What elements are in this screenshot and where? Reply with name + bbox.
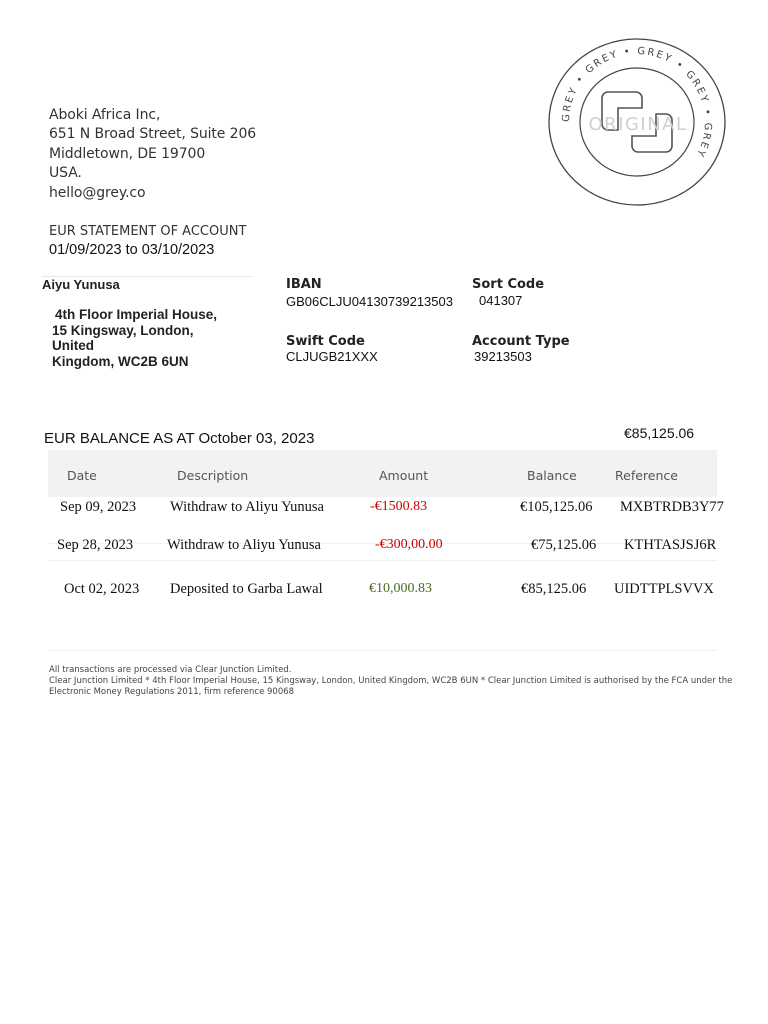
row-date: Sep 28, 2023 [57, 537, 134, 553]
footer-line: Clear Junction Limited * 4th Floor Imperial House, 15 Kingsway, London, United Kingdom, WC2B 6UN * Clear Junction Limited is authorised by the FCA under the [49, 676, 733, 686]
swift-value: CLJUGB21XXX [286, 349, 378, 364]
stamp-watermark: ORIGINAL [588, 114, 688, 135]
row-divider [48, 650, 717, 651]
iban-label: IBAN [286, 277, 322, 292]
row-reference: KTHTASJSJ6R [624, 537, 717, 553]
stamp-ring-text: GREY • GREY • GREY • GREY • GREY [560, 45, 714, 160]
company-city: Middletown, DE 19700 [49, 146, 206, 162]
statement-title: EUR STATEMENT OF ACCOUNT [49, 224, 247, 239]
row-reference: MXBTRDB3Y77 [620, 499, 724, 515]
footer-line: Electronic Money Regulations 2011, firm reference 90068 [49, 687, 295, 697]
sort-code-value: 041307 [479, 293, 523, 308]
col-balance-header: Balance [527, 468, 577, 483]
company-email: hello@grey.co [49, 185, 146, 201]
account-type-value: 39213503 [474, 349, 532, 364]
company-street: 651 N Broad Street, Suite 206 [49, 126, 257, 142]
col-reference-header: Reference [615, 468, 678, 483]
row-amount: €10,000.83 [369, 581, 432, 596]
col-description-header: Description [177, 468, 249, 483]
customer-address-line: Kingdom, WC2B 6UN [52, 354, 189, 369]
row-description: Deposited to Garba Lawal [170, 581, 323, 597]
row-balance: €85,125.06 [521, 581, 587, 597]
company-name: Aboki Africa Inc, [49, 107, 161, 123]
row-amount: -€1500.83 [370, 499, 428, 514]
footer-line: All transactions are processed via Clear Junction Limited. [49, 665, 292, 675]
iban-value: GB06CLJU04130739213503 [286, 294, 453, 309]
balance-label: EUR BALANCE AS AT October 03, 2023 [44, 430, 315, 447]
sort-code-label: Sort Code [472, 277, 545, 292]
row-reference: UIDTTPLSVVX [614, 581, 714, 597]
row-balance: €75,125.06 [531, 537, 597, 553]
row-date: Oct 02, 2023 [64, 581, 140, 597]
col-amount-header: Amount [379, 468, 429, 483]
col-date-header: Date [67, 468, 97, 483]
customer-address-line: United [52, 338, 94, 353]
row-amount: -€300,00.00 [375, 537, 443, 552]
customer-divider [42, 276, 253, 277]
statement-period: 01/09/2023 to 03/10/2023 [49, 242, 215, 258]
customer-address-line: 4th Floor Imperial House, [55, 307, 218, 322]
customer-name: Aiyu Yunusa [42, 277, 120, 292]
company-country: USA. [49, 165, 82, 181]
row-date: Sep 09, 2023 [60, 499, 137, 515]
grey-stamp [546, 36, 728, 208]
row-divider [48, 560, 717, 561]
account-type-label: Account Type [472, 334, 570, 349]
customer-address-line: 15 Kingsway, London, [52, 323, 194, 338]
row-description: Withdraw to Aliyu Yunusa [167, 537, 321, 553]
balance-amount: €85,125.06 [624, 425, 695, 441]
row-description: Withdraw to Aliyu Yunusa [170, 499, 324, 515]
swift-label: Swift Code [286, 334, 365, 349]
row-balance: €105,125.06 [520, 499, 593, 515]
